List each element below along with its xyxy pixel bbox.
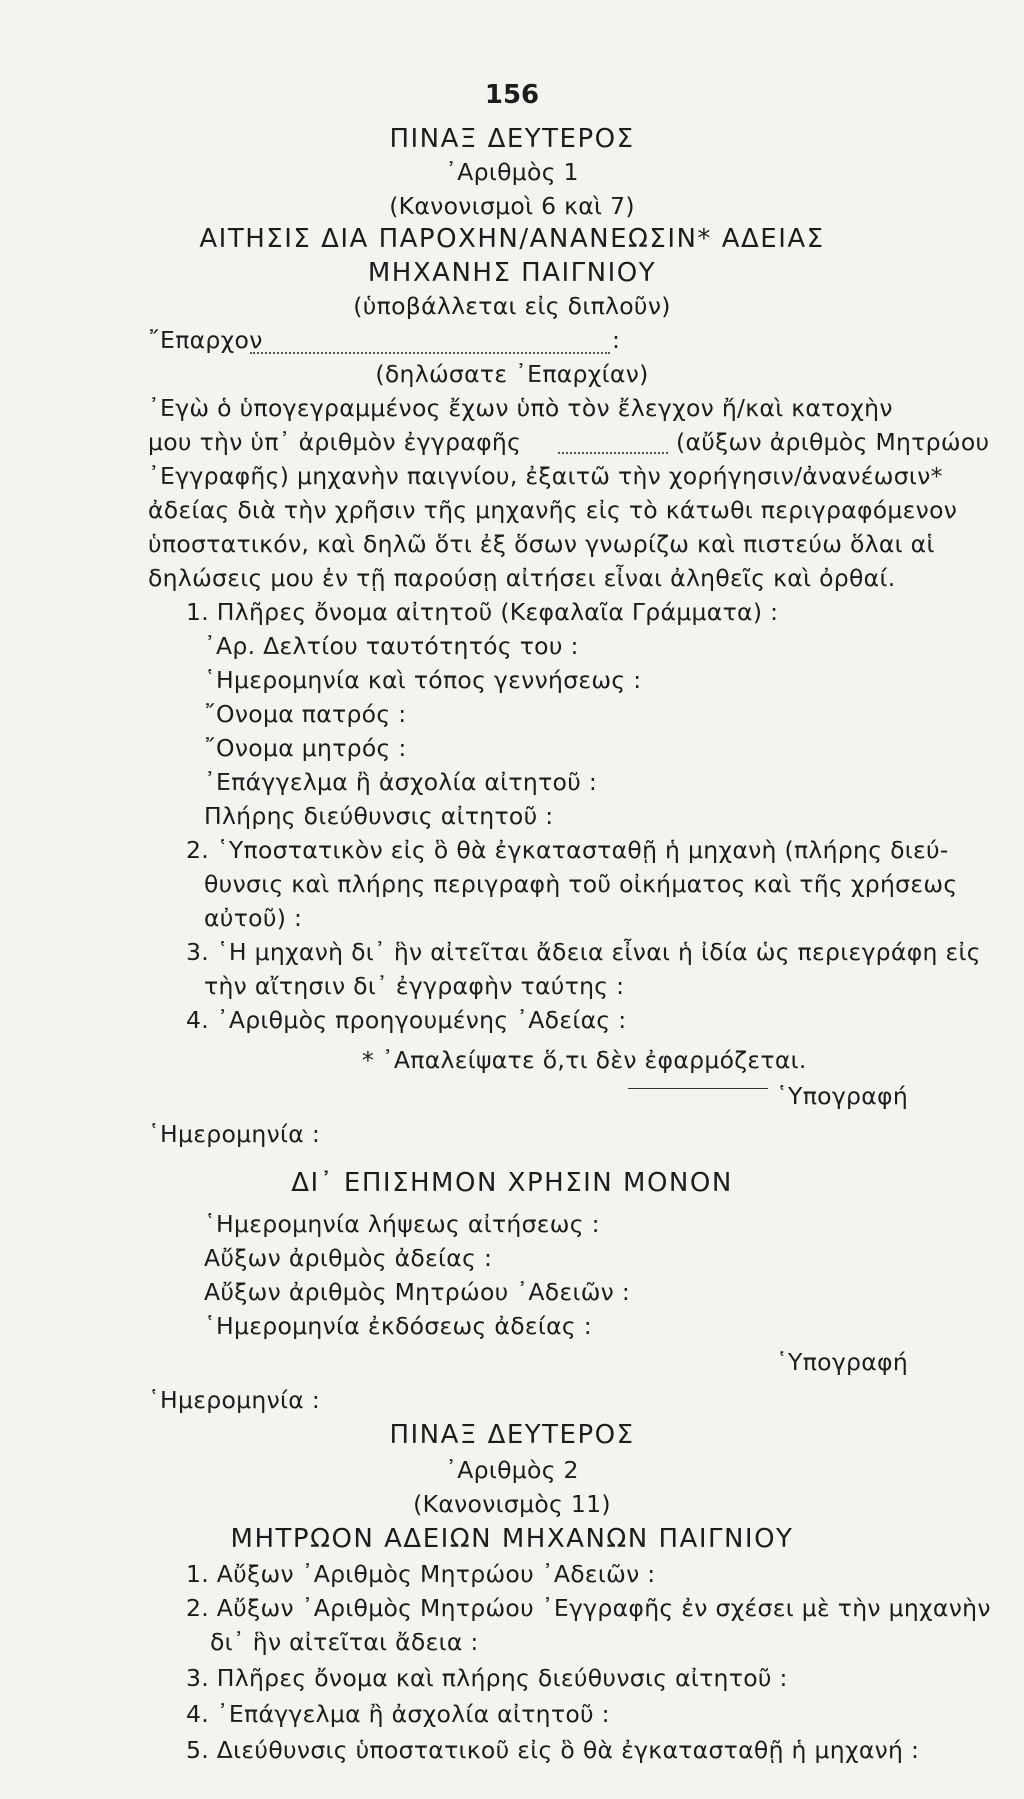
footnote: * ᾿Απαλείψατε ὅ,τι δὲν ἐφαρμόζεται. — [362, 1046, 807, 1074]
form-number: ᾿Αριθμὸς 1 — [445, 158, 579, 186]
official-use-heading: ΔΙ᾿ ΕΠΙΣΗΜΟΝ ΧΡΗΣΙΝ ΜΟΝΟΝ — [291, 1168, 733, 1198]
form-item: ᾿Αρ. Δελτίου ταυτότητός του : — [204, 632, 579, 660]
official-item: Αὔξων ἀριθμὸς ἀδείας : — [204, 1244, 493, 1272]
register-item: 5. Διεύθυνσις ὑποστατικοῦ εἰς ὃ θὰ ἐγκατασταθῇ ἡ μηχανή : — [186, 1736, 920, 1764]
form-item: θυνσις καὶ πλήρης περιγραφὴ τοῦ οἰκήματος καὶ τῆς χρήσεως — [204, 870, 958, 898]
signature-line[interactable] — [628, 1088, 768, 1089]
declaration-line: ἀδείας διὰ τὴν χρῆσιν τῆς μηχανῆς εἰς τὸ κάτωθι περιγραφόμενον — [148, 496, 958, 524]
form-title-line-2: ΜΗΧΑΝΗΣ ΠΑΙΓΝΙΟΥ — [367, 258, 657, 288]
register-item: 2. Αὔξων ᾿Αριθμὸς Μητρώου ᾿Εγγραφῆς ἐν σχέσει μὲ τὴν μηχανὴν — [186, 1594, 991, 1622]
form-item: τὴν αἴτησιν δι᾿ ἐγγραφὴν ταύτης : — [204, 972, 625, 1000]
declaration-line: (αὔξων ἀριθμὸς Μητρώου — [676, 428, 990, 456]
form-number-2: ᾿Αριθμὸς 2 — [445, 1456, 579, 1484]
signature-label: ῾Υπογραφή — [776, 1082, 909, 1110]
declaration-line: ᾿Εγγραφῆς) μηχανὴν παιγνίου, ἐξαιτῶ τὴν χορήγησιν/ἀνανέωσιν* — [148, 462, 943, 490]
official-date-label: ῾Ημερομηνία : — [148, 1386, 321, 1414]
official-signature-label: ῾Υπογραφή — [776, 1348, 909, 1376]
official-item: ῾Ημερομηνία ἐκδόσεως ἀδείας : — [204, 1312, 592, 1340]
register-item: 1. Αὔξων ᾿Αριθμὸς Μητρώου ᾿Αδειῶν : — [186, 1560, 656, 1588]
registration-number-blank[interactable] — [558, 452, 668, 454]
form-item: ῾Ημερομηνία καὶ τόπος γεννήσεως : — [204, 666, 642, 694]
form-item: αὐτοῦ) : — [204, 904, 303, 932]
official-item: Αὔξων ἀριθμὸς Μητρώου ᾿Αδειῶν : — [204, 1278, 631, 1306]
declaration-line: ᾿Εγὼ ὁ ὑπογεγραμμένος ἔχων ὑπὸ τὸν ἔλεγχον ἤ/καὶ κατοχὴν — [148, 394, 893, 422]
form-item: 3. ῾Η μηχανὴ δι᾿ ἣν αἰτεῖται ἄδεια εἶναι ἡ ἰδία ὡς περιεγράφη εἰς — [186, 938, 981, 966]
official-item: ῾Ημερομηνία λήψεως αἰτήσεως : — [204, 1210, 600, 1238]
register-item: δι᾿ ἣν αἰτεῖται ἄδεια : — [210, 1628, 479, 1656]
table-title-2: ΠΙΝΑΞ ΔΕΥΤΕΡΟΣ — [389, 1420, 635, 1450]
eparchos-blank[interactable] — [250, 352, 610, 354]
eparchos-note: (δηλώσατε ᾿Επαρχίαν) — [375, 360, 649, 388]
register-title: ΜΗΤΡΩΟΝ ΑΔΕΙΩΝ ΜΗΧΑΝΩΝ ΠΑΙΓΝΙΟΥ — [230, 1524, 794, 1554]
register-item: 3. Πλῆρες ὄνομα καὶ πλήρης διεύθυνσις αἰτητοῦ : — [186, 1664, 788, 1692]
regulations-ref-2: (Κανονισμὸς 11) — [413, 1490, 611, 1518]
form-item: Πλήρης διεύθυνσις αἰτητοῦ : — [204, 802, 554, 830]
regulations-ref: (Κανονισμοὶ 6 καὶ 7) — [389, 192, 635, 220]
date-label: ῾Ημερομηνία : — [148, 1120, 321, 1148]
page-number: 156 — [484, 80, 540, 110]
form-item: ῎Ονομα μητρός : — [204, 734, 407, 762]
duplicate-note: (ὑποβάλλεται εἰς διπλοῦν) — [353, 292, 671, 320]
declaration-line: δηλώσεις μου ἐν τῇ παρούσῃ αἰτήσει εἶναι ἀληθεῖς καὶ ὀρθαί. — [148, 564, 896, 592]
form-title-line-1: ΑΙΤΗΣΙΣ ΔΙΑ ΠΑΡΟΧΗΝ/ΑΝΑΝΕΩΣΙΝ* ΑΔΕΙΑΣ — [199, 224, 825, 254]
eparchos-colon: : — [612, 326, 621, 354]
form-item: ῎Ονομα πατρός : — [204, 700, 407, 728]
declaration-line: μου τὴν ὑπ᾿ ἀριθμὸν ἐγγραφῆς — [148, 428, 522, 456]
form-item: 1. Πλῆρες ὄνομα αἰτητοῦ (Κεφαλαῖα Γράμματα) : — [186, 598, 779, 626]
register-item: 4. ᾿Επάγγελμα ἢ ἀσχολία αἰτητοῦ : — [186, 1700, 610, 1728]
form-item: ᾿Επάγγελμα ἢ ἀσχολία αἰτητοῦ : — [204, 768, 598, 796]
declaration-line: ὑποστατικόν, καὶ δηλῶ ὅτι ἐξ ὅσων γνωρίζω καὶ πιστεύω ὅλαι αἱ — [148, 530, 935, 558]
table-title: ΠΙΝΑΞ ΔΕΥΤΕΡΟΣ — [389, 124, 635, 154]
eparchos-label: ῎Επαρχον — [148, 326, 263, 354]
form-item: 4. ᾿Αριθμὸς προηγουμένης ᾿Αδείας : — [186, 1006, 627, 1034]
form-item: 2. ῾Υποστατικὸν εἰς ὃ θὰ ἐγκατασταθῇ ἡ μηχανὴ (πλήρης διεύ- — [186, 836, 949, 864]
